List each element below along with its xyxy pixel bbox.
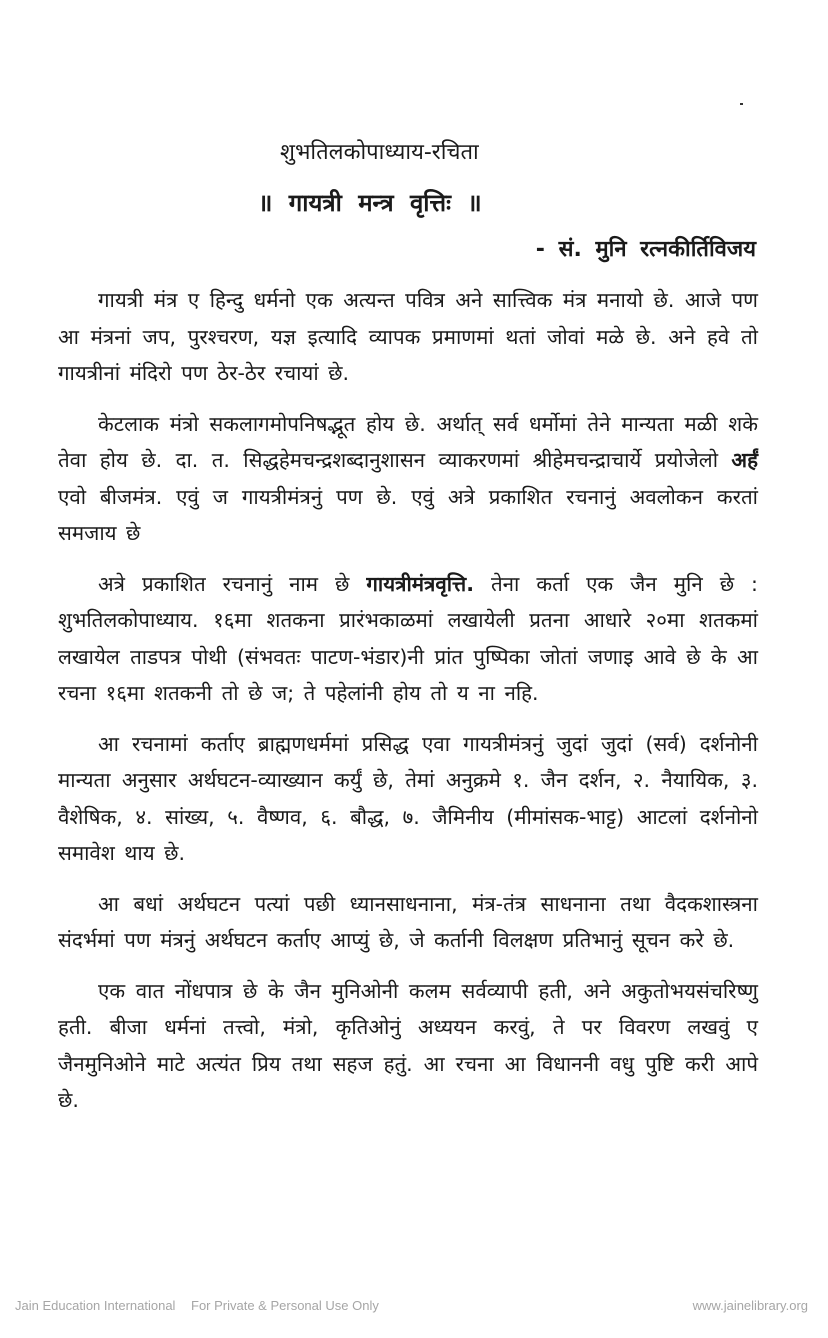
paragraph-3 [58,566,758,712]
article-body [58,282,758,1133]
paragraph-text: केटलाक मंत्रो सकलागमोपनिषद्भूत होय छे. अर्थात् सर्व धर्मोमां तेने मान्यता मळी शके तेवा होय छे. दा. त. सिद्धहेमचन्द्रशब्दानुशासन व्याकरणमां श्रीहेमचन्द्राचार्ये प्रयोजेलो [58,411,758,472]
paragraph-text: आ रचनामां कर्ताए ब्राह्मणधर्ममां प्रसिद्ध एवा गायत्रीमंत्रनुं जुदां जुदां (सर्व) दर्शनोनी मान्यता अनुसार अर्थघटन-व्याख्यान कर्युं छे, तेमां अनुक्रमे १. जैन दर्शन, २. नैयायिक, ३. वैशेषिक, ४. सांख्य, ५. वैष्णव, ६. बौद्ध, ७. जैमिनीय (मीमांसक-भाट्ट) आटलां दर्शनोनो समावेश थाय छे. [58,731,758,865]
paragraph-bold-term: गायत्रीमंत्रवृत्ति. [366,571,474,596]
footer-publisher: Jain Education International [15,1298,176,1313]
scan-speck [740,103,743,105]
article-editor: - सं. मुनि रत्नकीर्तिविजय [535,237,756,262]
paragraph-6 [58,973,758,1119]
paragraph-text-after: एवो बीजमंत्र. एवुं ज गायत्रीमंत्रनुं पण छे. एवुं अत्रे प्रकाशित रचनानुं अवलोकन करतां समजाय छे [58,484,758,545]
paragraph-text: एक वात नोंधपात्र छे के जैन मुनिओनी कलम सर्वव्यापी हती, अने अकुतोभयसंचरिष्णु हती. बीजा धर्मनां तत्त्वो, मंत्रो, कृतिओनुं अध्ययन करवुं, ते पर विवरण लखवुं ए जैनमुनिओने माटे अत्यंत प्रिय तथा सहज हतुं. आ रचना आ विधाननी वधु पुष्टि करी आपे छे. [58,978,758,1112]
footer-usage-note: For Private & Personal Use Only [191,1298,379,1313]
article-subtitle: शुभतिलकोपाध्याय-रचिता [280,140,479,165]
paragraph-5 [58,886,758,959]
page-footer [0,1298,828,1318]
paragraph-2 [58,406,758,552]
paragraph-text-after: तेना कर्ता एक जैन मुनि छे : शुभतिलकोपाध्याय. १६मा शतकना प्रारंभकाळमां लखायेली प्रतना आधारे २०मा शतकमां लखायेल ताडपत्र पोथी (संभवतः पाटण-भंडार)नी प्रांत पुष्पिका जोतां जणाइ आवे छे के आ रचना १६मा शतकनी तो छे ज; ते पहेलांनी होय तो य ना नहि. [58,571,758,705]
paragraph-text: आ बधां अर्थघटन पत्यां पछी ध्यानसाधनाना, मंत्र-तंत्र साधनाना तथा वैदकशास्त्रना संदर्भमां पण मंत्रनुं अर्थघटन कर्ताए आप्युं छे, जे कर्तानी विलक्षण प्रतिभानुं सूचन करे छे. [58,891,758,952]
article-title: ॥ गायत्री मन्त्र वृत्तिः ॥ [258,189,482,217]
paragraph-text: गायत्री मंत्र ए हिन्दु धर्मनो एक अत्यन्त पवित्र अने सात्त्विक मंत्र मनायो छे. आजे पण आ मंत्रनां जप, पुरश्चरण, यज्ञ इत्यादि व्यापक प्रमाणमां थतां जोवां मळे छे. अने हवे तो गायत्रीनां मंदिरो पण ठेर-ठेर रचायां छे. [58,288,758,385]
paragraph-bold-term: अर्हं [731,448,758,472]
footer-website-link[interactable]: www.jainelibrary.org [692,1298,808,1313]
paragraph-1 [58,282,758,392]
paragraph-text: अत्रे प्रकाशित रचनानुं नाम छे [98,571,350,596]
paragraph-4 [58,726,758,872]
